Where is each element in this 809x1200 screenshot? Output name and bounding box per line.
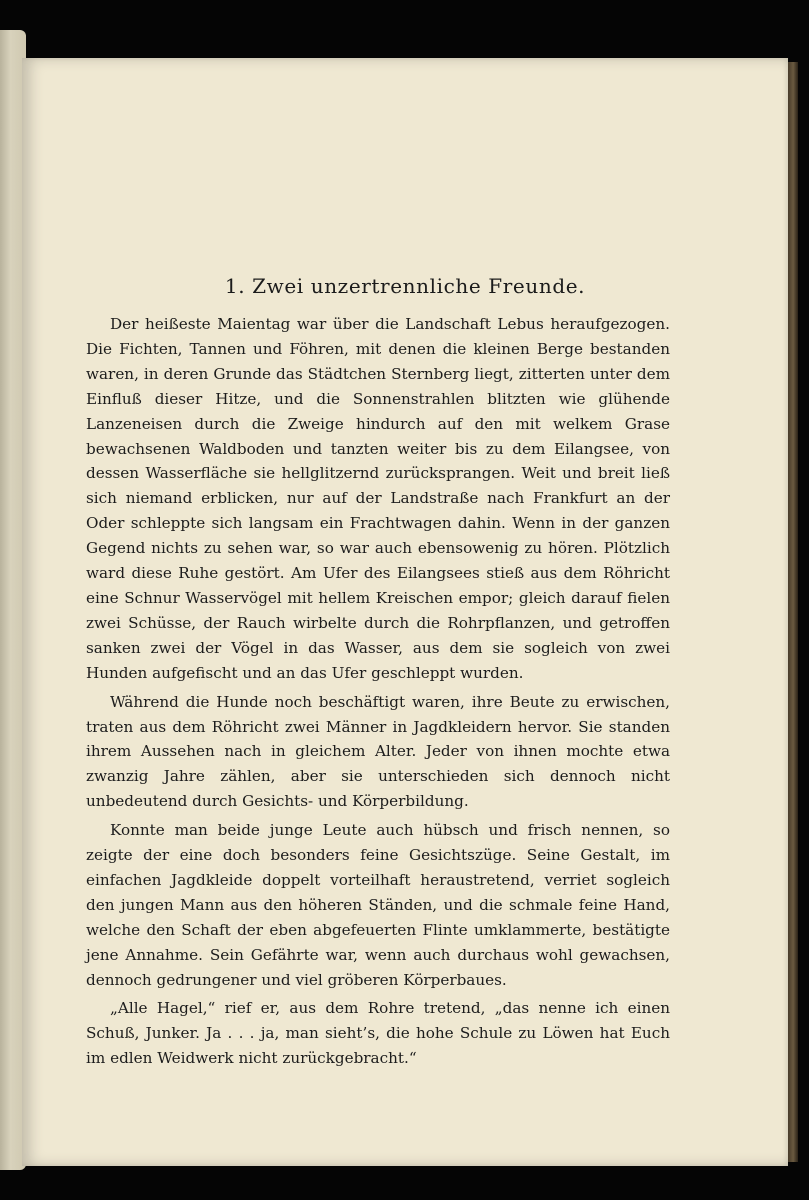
paragraph: Der heißeste Maientag war über die Landschaft Lebus heraufgezogen. Die Fichten, Tannen und Föhren, mit denen die kleinen Berge bestanden waren, in deren Grunde das Städtchen Sternberg liegt, zitterten unter dem Einfluß dieser Hitze, und die Sonnenstrahlen blitzten wie glühende Lanzeneisen durch die Zweige hindurch auf den mit welkem Grase bewachsenen Waldboden und tanzten weiter bis zu dem Eilangsee, von dessen Wasserfläche sie hellglitzernd zurücksprangen. Weit und breit ließ sich niemand erblicken, nur auf der Landstraße nach Frankfurt an der Oder schleppte sich langsam ein Frachtwagen dahin. Wenn in der ganzen Gegend nichts zu sehen war, so war auch ebensowenig zu hören. Plötzlich ward diese Ruhe gestört. Am Ufer des Eilangsees stieß aus dem Röhricht eine Schnur Wasservögel mit hellem Kreischen empor; gleich darauf fielen zwei Schüsse, der Rauch wirbelte durch die Rohrpflanzen, und getroffen sanken zwei der Vögel in das Wasser, aus dem sie sogleich von zwei Hunden aufgefischt und an das Ufer geschleppt wurden. — [86, 315, 670, 682]
chapter-title: 1. Zwei unzertrennliche Freunde. — [224, 274, 586, 298]
paragraph: Konnte man beide junge Leute auch hübsch und frisch nennen, so zeigte der eine doch besonders feine Gesichtszüge. Seine Gestalt, im einfachen Jagdkleide doppelt vorteilhaft heraustretend, verriet sogleich den jungen Mann aus den höheren Ständen, und die schmale feine Hand, welche den Schaft der eben abgefeuerten Flinte umklammerte, bestätigte jene Annahme. Sein Gefährte war, wenn auch durchaus wohl gewachsen, dennoch gedrungener und viel gröberen Körperbaues. — [86, 821, 670, 989]
body-text — [86, 312, 670, 1075]
paragraph: Während die Hunde noch beschäftigt waren, ihre Beute zu erwischen, traten aus dem Röhricht zwei Männer in Jagdkleidern hervor. Sie standen ihrem Aussehen nach in gleichem Alter. Jeder von ihnen mochte etwa zwanzig Jahre zählen, aber sie unterschieden sich dennoch nicht unbedeutend durch Gesichts- und Körperbildung. — [86, 692, 670, 811]
paragraph: „Alle Hagel,“ rief er, aus dem Rohre tretend, „das nenne ich einen Schuß, Junker. Ja . . . ja, man sieht’s, die hohe Schule zu Löwen hat Euch im edlen Weidwerk nicht zurückgebracht.“ — [86, 999, 670, 1068]
